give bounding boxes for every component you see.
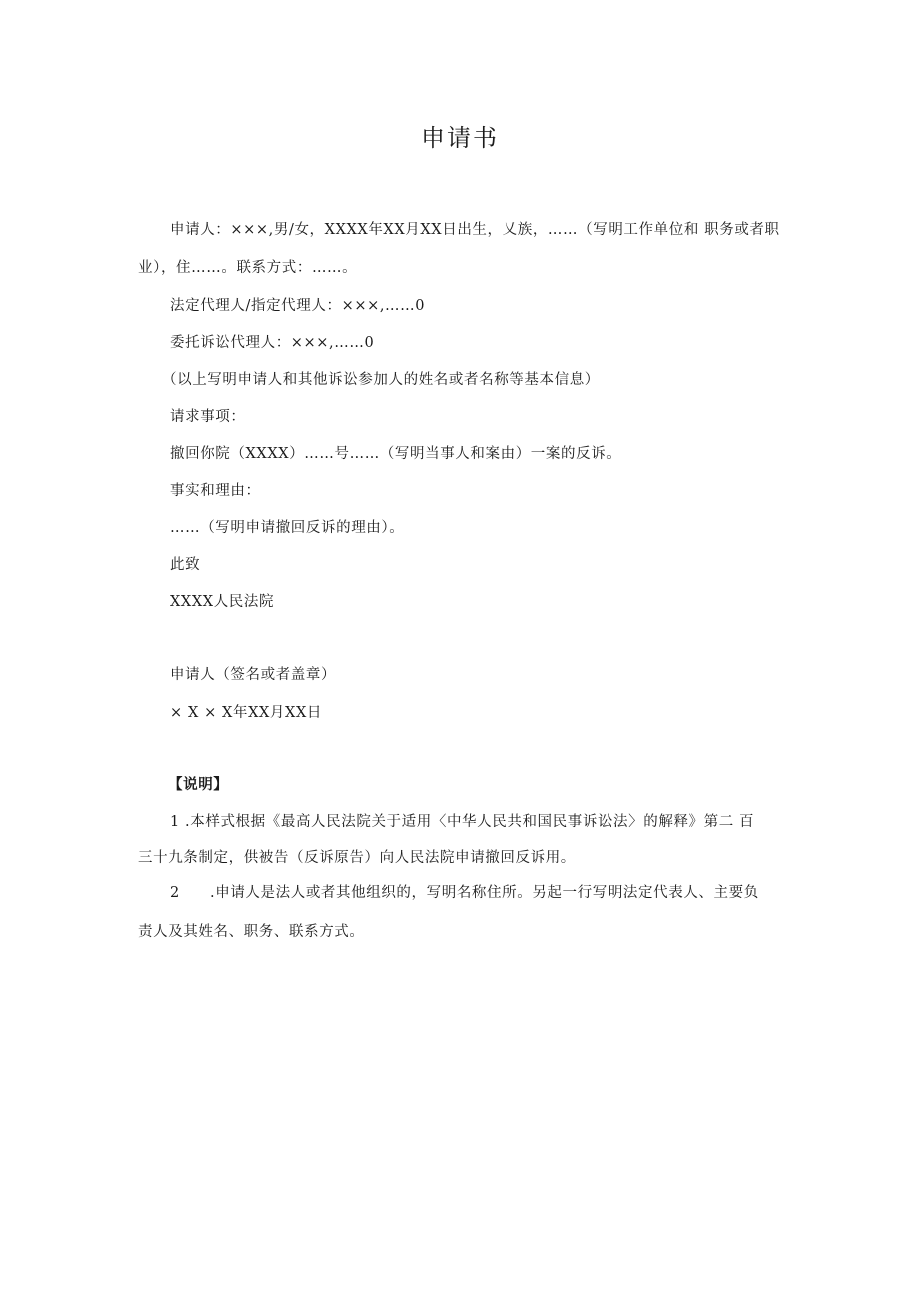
document-title: 申请书 (421, 124, 499, 152)
date-line: × X × X年XX月XX日 (170, 705, 322, 721)
applicant-line-2: 业），住……。联系方式：……。 (138, 260, 358, 276)
facts-heading: 事实和理由： (170, 483, 261, 499)
notes-item-2-line-1: 2 .申请人是法人或者其他组织的，写明名称住所。另起一行写明法定代表人、主要负 (170, 885, 759, 901)
request-heading: 请求事项： (170, 409, 246, 425)
court-name: XXXX人民法院 (170, 594, 275, 610)
salutation: 此致 (170, 557, 201, 573)
notes-item-2-line-2: 责人及其姓名、职务、联系方式。 (138, 924, 365, 940)
notes-heading: 【说明】 (168, 776, 229, 793)
notes-item-1-line-1: 1 .本样式根据《最高人民法院关于适用〈中华人民共和国民事诉讼法〉的解释》第二 百 (170, 814, 755, 830)
applicant-line-1: 申请人：×××,男/女，XXXX年XX月XX日出生，乂族，……（写明工作单位和 职务或者职 (170, 222, 780, 238)
facts-content: ……（写明申请撤回反诉的理由）。 (170, 520, 405, 536)
request-content: 撤回你院（XXXX）……号……（写明当事人和案由）一案的反诉。 (170, 446, 622, 462)
signature-line: 申请人（签名或者盖章） (170, 667, 337, 683)
notes-item-1-line-2: 三十九条制定，供被告（反诉原告）向人民法院申请撤回反诉用。 (138, 850, 576, 866)
info-note: （以上写明申请人和其他诉讼参加人的姓名或者名称等基本信息） (162, 372, 600, 388)
legal-agent-line: 法定代理人/指定代理人：×××,……0 (170, 298, 426, 314)
entrusted-agent-line: 委托诉讼代理人：×××,……0 (170, 335, 375, 351)
